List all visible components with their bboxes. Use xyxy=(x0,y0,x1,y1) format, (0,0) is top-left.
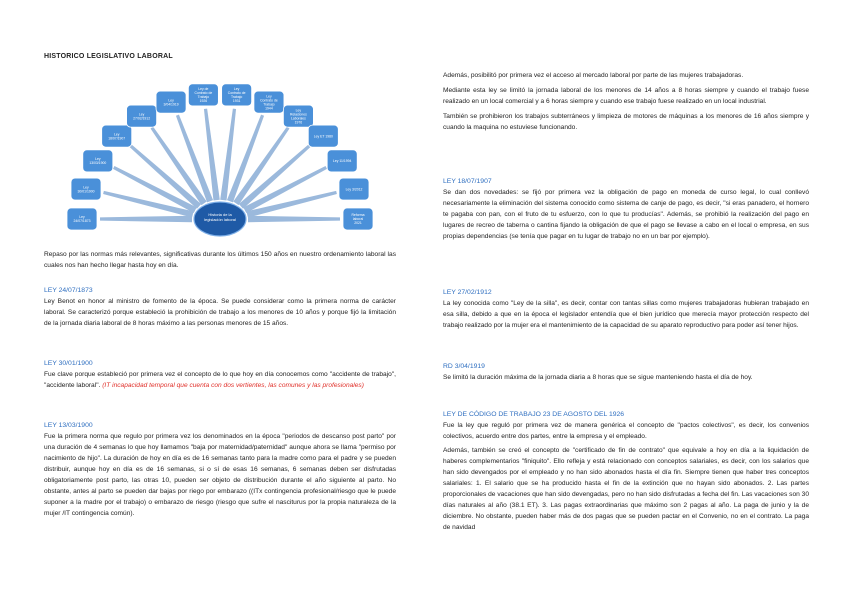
diagram-node xyxy=(343,208,373,230)
diagram-node-label: Ley 27/02/1912 xyxy=(133,112,151,121)
document-title: HISTORICO LEGISLATIVO LABORAL xyxy=(44,53,173,60)
diagram-node-label: Ley de Contrato de Trabajo 1926 xyxy=(194,87,213,104)
diagram-node xyxy=(83,150,113,172)
section-heading-1907: LEY 18/07/1907 xyxy=(443,178,492,185)
legislation-radial-diagram xyxy=(60,70,380,248)
intro-paragraph: Repaso por las normas más relevantes, significativas durante los últimos 150 años en nuestro ordenamiento laboral las cuales nos han hecho llegar hasta hoy en día. xyxy=(44,251,396,269)
diagram-node-label: Ley 30/01/1900 xyxy=(77,185,95,194)
diagram-node xyxy=(254,91,284,113)
diagram-node xyxy=(188,84,218,106)
section-heading-1900-jan: LEY 30/01/1900 xyxy=(44,360,93,367)
section-text-1926-cont: Además, también se creó el concepto de "certificado de fin de contrato" que equivale a hoy en día a la liquidación de haberes complementarios "finiquito". Ello refleja y está relacionado con conceptos salariales, es decir, con los salarios que han sido devengados por el empleado y no han sido abonados hasta el día fin. Siempre tienen que haber tres conceptos salariales: 1. El salario que se ha producido hasta el fin de la extinción que no hayan sido abonados. 2. Las partes proporcionales de vacaciones que han sido devengadas, pero no han sido disfrutadas a fecha del fin. Las vacaciones son 30 días naturales al año (38.1 ET). 3. Las pagas extraordinarias que máximo son 2 pagas al año. La paga de junio y la de diciembre. No obstante, pueden haber más de dos pagas que se pueden pactar en el Convenio, no en el contrato. La paga de navidad xyxy=(443,447,809,531)
right-paragraph-3: También se prohibieron los trabajos subterráneos y limpieza de motores de máquinas a los menores de 16 años siempre y cuando la maquina no estuviese funcionando. xyxy=(443,113,809,131)
diagram-node xyxy=(308,125,338,147)
diagram-node-label: Ley 3/04/1919 xyxy=(163,98,179,107)
section-text-1912: La ley conocida como "Ley de la silla", es decir, contar con tantas sillas como mujeres trabajadoras hubieran trabajado en esa silla, debido a que en la época el legislador entendía que el bien jurídico que merecía mayor protección respecto del trabajo realizado por la mujer era el mantenimiento de la capacidad de su aparato reproductivo para poder así tener hijos. xyxy=(443,300,809,329)
diagram-node-label: Ley 18/07/1907 xyxy=(108,132,126,141)
diagram-node xyxy=(222,84,252,106)
diagram-node xyxy=(127,105,157,127)
section-heading-1926: LEY DE CÓDIGO DE TRABAJO 23 DE AGOSTO DEL 1926 xyxy=(443,411,625,418)
section-heading-1912: LEY 27/02/1912 xyxy=(443,289,492,296)
diagram-node xyxy=(67,208,97,230)
section-text-1900-mar: Fue la primera norma que regulo por primera vez los denominados en la época "periodos de descanso post parto" por una duración de 4 semanas lo que hoy llamamos "baja por maternidad/paternidad" aunque ahora se llama "permiso por nacimiento de hijo". La duración de hoy en día es de 16 semanas tanto para la madre como para el padre y se pueden distribuir, aunque hoy en día es de 16 semanas, si o sí de esas 16 semanas, 6 semanas deben ser disfrutadas obligatoriamente post parto, las otras 10, pueden ser objeto de distribución durante el año siguiente al parto. No obstante, antes al parto se pueden dar bajas por riego por embarazo ((ITx contingencia profesional/riesgo que le puede suponer a la madre por el trabajo) o embarazo de riesgo (riesgo que sufre el nasciturus por la propia naturaleza de la mujer /IT contingencia común). xyxy=(44,433,396,517)
section-text-1900-jan-main: Fue clave porque estableció por primera vez el concepto de lo que hoy en día conocemos como "accidente de trabajo", "accidente laboral". xyxy=(44,371,396,389)
diagram-node-label: Reforma laboral 2021 xyxy=(351,213,365,226)
diagram-node xyxy=(327,150,357,172)
diagram-spoke xyxy=(100,216,192,222)
diagram-center xyxy=(194,202,246,236)
diagram-node-label: Ley 13/03/1900 xyxy=(89,157,107,166)
diagram-node-label: Ley 11/1994 xyxy=(332,159,352,164)
right-paragraph-2: Mediante esta ley se limitó la jornada laboral de los menores de 14 años a 8 horas siempre y cuando el trabajo fuese realizado en un local comercial y a 6 horas siempre y cuando ese trabajo fuese realizado en un local industrial. xyxy=(443,87,809,105)
section-heading-1873: LEY 24/07/1873 xyxy=(44,287,93,294)
section-text-1900-jan xyxy=(44,369,396,391)
right-paragraph-1: Además, posibilitó por primera vez el acceso al mercado laboral por parte de las mujeres trabajadoras. xyxy=(443,72,744,79)
section-text-1919: Se limitó la duración máxima de la jornada diaria a 8 horas que se sigue manteniendo hasta el día de hoy. xyxy=(443,374,753,381)
section-text-1907: Se dan dos novedades: se fijó por primera vez la obligación de pago en moneda de curso legal, lo cual conllevó necesariamente la eliminación del sistema conocido como sistema de canje de pago, es decir, "si eras panadero, el hornero te pagaba con pan, con el fruto de tu esfuerzo, con lo que tu producías". Además, se prohibió la realización del pago en lugares de recreo de taberna o cantina fijando la obligación de que el pago se llevase a cabo en el local o empresa, en sus propias dependencias (se tenía que pagar en tu lugar de trabajo no en un bar por ejemplo). xyxy=(443,189,809,240)
diagram-node-label: Ley 24/07/1873 xyxy=(73,215,91,224)
diagram-node-label: Ley Contrato de Trabajo 1944 xyxy=(260,94,278,111)
section-heading-1919: RD 3/04/1919 xyxy=(443,363,485,370)
diagram-node xyxy=(71,178,101,200)
diagram-node xyxy=(102,125,132,147)
diagram-node-label: Ley ET 1980 xyxy=(313,134,333,139)
diagram-node-label: Ley Contrato de Trabajo 1931 xyxy=(227,87,246,104)
section-note-1900-jan: (IT incapacidad temporal que cuenta con dos vertientes, las comunes y las profesionales) xyxy=(102,382,364,389)
diagram-node xyxy=(283,105,313,127)
section-text-1873: Ley Benot en honor al ministro de fomento de la época. Se puede considerar como la primera norma de carácter laboral. Se caracterizó porque estableció la prohibición de trabajo a los menores de 10 años y porque fijó la limitación de la jornada diaria laboral de 8 horas máximo a las personas menores de 15 años. xyxy=(44,298,396,327)
diagram-node xyxy=(156,91,186,113)
diagram-spoke xyxy=(248,216,340,222)
svg-text:Historia de lalegislación labo: Historia de la legislación laboral xyxy=(204,212,236,222)
section-heading-1900-mar: LEY 13/03/1900 xyxy=(44,422,93,429)
section-text-1926: Fue la ley que reguló por primera vez de manera genérica el concepto de "pactos colectivos", es decir, los convenios colectivos, acuerdo entre dos partes, entre la empresa y el empleado. xyxy=(443,422,809,440)
diagram-node-label: Ley Relaciones Laborales 1976 xyxy=(290,108,307,125)
diagram-node-label: Ley 3/2012 xyxy=(345,187,363,192)
diagram-node xyxy=(339,178,369,200)
